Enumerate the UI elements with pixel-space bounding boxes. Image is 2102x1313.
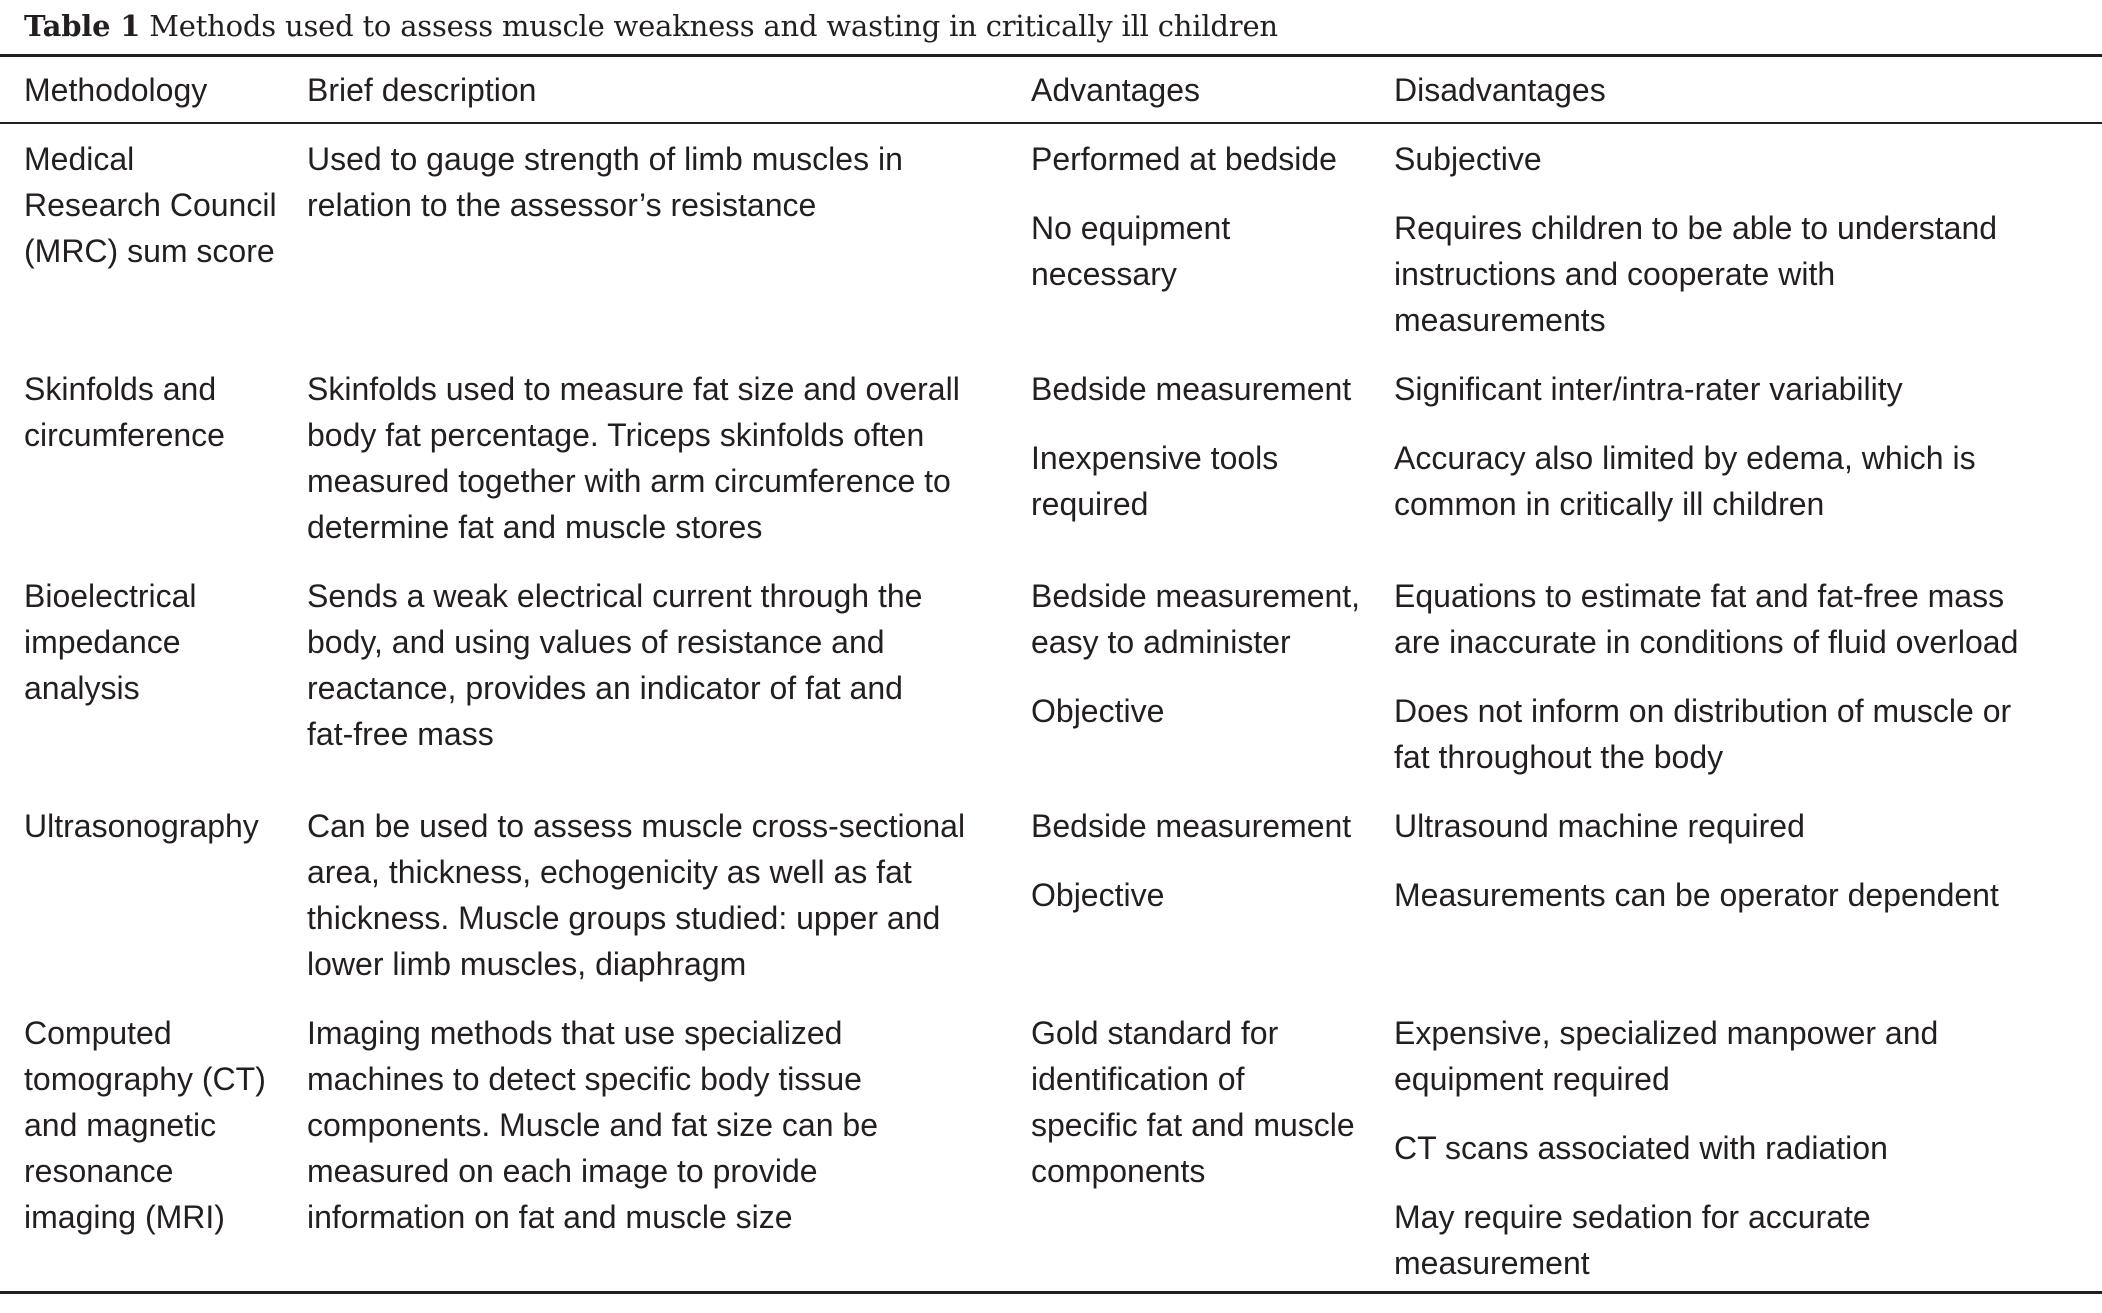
description-line: components. Muscle and fat size can be — [307, 1107, 878, 1143]
disadvantage-item — [1394, 1194, 2094, 1286]
advantage-line: No equipment — [1031, 210, 1231, 246]
disadvantage-line: fat throughout the body — [1394, 739, 1724, 775]
table-row — [0, 573, 2102, 780]
description-cell — [307, 136, 1031, 343]
methodology-cell — [0, 366, 307, 550]
disadvantage-line: Measurements can be operator dependent — [1394, 877, 1999, 913]
disadvantages-cell — [1394, 803, 2094, 987]
methodology-line: and magnetic — [24, 1107, 217, 1143]
description-line: fat-free mass — [307, 716, 494, 752]
methodology-cell — [0, 136, 307, 343]
table-caption-label: Table 1 — [24, 9, 141, 43]
table-top-rule — [0, 54, 2102, 57]
methodology-line: impedance — [24, 624, 181, 660]
disadvantage-line: measurement — [1394, 1245, 1590, 1281]
disadvantage-line: Expensive, specialized manpower and — [1394, 1015, 1939, 1051]
disadvantage-item — [1394, 1125, 2094, 1171]
table-header-row — [0, 68, 2102, 112]
methodology-line: imaging (MRI) — [24, 1199, 225, 1235]
advantage-item — [1031, 1010, 1394, 1194]
disadvantage-item — [1394, 205, 2094, 343]
methodology-line: analysis — [24, 670, 140, 706]
advantage-item — [1031, 803, 1394, 849]
description-line: Imaging methods that use specialized — [307, 1015, 843, 1051]
table-caption — [24, 6, 1278, 46]
advantage-item — [1031, 872, 1394, 918]
methodology-line: resonance — [24, 1153, 174, 1189]
disadvantage-item — [1394, 136, 2094, 182]
table-row — [0, 136, 2102, 343]
description-line: Sends a weak electrical current through the — [307, 578, 923, 614]
advantage-line: Bedside measurement, — [1031, 578, 1361, 614]
disadvantage-line: Subjective — [1394, 141, 1542, 177]
methodology-cell — [0, 1010, 307, 1286]
description-line: Can be used to assess muscle cross-sectional — [307, 808, 966, 844]
description-line: reactance, provides an indicator of fat and — [307, 670, 903, 706]
disadvantages-cell — [1394, 366, 2094, 550]
methodology-line: circumference — [24, 417, 225, 453]
methodology-line: Skinfolds and — [24, 371, 217, 407]
disadvantage-line: Equations to estimate fat and fat-free mass — [1394, 578, 2005, 614]
disadvantage-line: measurements — [1394, 302, 1606, 338]
advantage-line: necessary — [1031, 256, 1177, 292]
disadvantage-item — [1394, 872, 2094, 918]
disadvantage-line: instructions and cooperate with — [1394, 256, 1836, 292]
methodology-cell — [0, 573, 307, 780]
disadvantage-line: Does not inform on distribution of muscle or — [1394, 693, 2012, 729]
table-row — [0, 366, 2102, 550]
advantages-cell — [1031, 573, 1394, 780]
advantage-item — [1031, 688, 1394, 734]
disadvantage-line: common in critically ill children — [1394, 486, 1825, 522]
disadvantage-line: are inaccurate in conditions of fluid overload — [1394, 624, 2019, 660]
advantages-cell — [1031, 136, 1394, 343]
disadvantage-item — [1394, 573, 2094, 665]
advantage-item — [1031, 205, 1394, 297]
disadvantage-line: May require sedation for accurate — [1394, 1199, 1871, 1235]
advantage-line: Objective — [1031, 693, 1165, 729]
column-header-description: Brief description — [307, 72, 537, 108]
table-bottom-rule — [0, 1291, 2102, 1294]
methodology-line: Research Council — [24, 187, 277, 223]
table-row — [0, 1010, 2102, 1286]
description-line: relation to the assessor’s resistance — [307, 187, 817, 223]
description-line: thickness. Muscle groups studied: upper and — [307, 900, 941, 936]
advantage-line: Bedside measurement — [1031, 808, 1352, 844]
disadvantage-line: equipment required — [1394, 1061, 1670, 1097]
description-line: measured together with arm circumference to — [307, 463, 951, 499]
advantage-line: components — [1031, 1153, 1206, 1189]
table-caption-text: Methods used to assess muscle weakness and wasting in critically ill children — [149, 9, 1278, 43]
advantage-item — [1031, 573, 1394, 665]
table-row — [0, 803, 2102, 987]
advantage-line: Bedside measurement — [1031, 371, 1352, 407]
description-line: determine fat and muscle stores — [307, 509, 763, 545]
column-header-advantages: Advantages — [1031, 72, 1201, 108]
advantage-item — [1031, 435, 1394, 527]
description-cell — [307, 366, 1031, 550]
disadvantages-cell — [1394, 136, 2094, 343]
description-line: body fat percentage. Triceps skinfolds often — [307, 417, 925, 453]
disadvantage-item — [1394, 688, 2094, 780]
disadvantages-cell — [1394, 1010, 2094, 1286]
advantages-cell — [1031, 803, 1394, 987]
disadvantage-line: Ultrasound machine required — [1394, 808, 1805, 844]
description-line: lower limb muscles, diaphragm — [307, 946, 747, 982]
disadvantage-item — [1394, 1010, 2094, 1102]
column-header-disadvantages: Disadvantages — [1394, 72, 1606, 108]
methodology-cell — [0, 803, 307, 987]
methodology-line: tomography (CT) — [24, 1061, 266, 1097]
description-line: body, and using values of resistance and — [307, 624, 885, 660]
methodology-line: Medical — [24, 141, 135, 177]
disadvantage-item — [1394, 435, 2094, 527]
description-line: Skinfolds used to measure fat size and overall — [307, 371, 960, 407]
column-header-methodology: Methodology — [24, 72, 208, 108]
advantage-line: Inexpensive tools — [1031, 440, 1279, 476]
advantages-cell — [1031, 366, 1394, 550]
description-cell — [307, 573, 1031, 780]
description-cell — [307, 1010, 1031, 1286]
disadvantage-line: Requires children to be able to understand — [1394, 210, 1998, 246]
advantage-line: easy to administer — [1031, 624, 1291, 660]
advantage-line: required — [1031, 486, 1149, 522]
methodology-line: Ultrasonography — [24, 808, 259, 844]
description-line: Used to gauge strength of limb muscles in — [307, 141, 903, 177]
methodology-line: Computed — [24, 1015, 172, 1051]
disadvantage-line: Accuracy also limited by edema, which is — [1394, 440, 1976, 476]
disadvantage-item — [1394, 366, 2094, 412]
advantage-line: Objective — [1031, 877, 1165, 913]
advantage-item — [1031, 366, 1394, 412]
disadvantage-line: CT scans associated with radiation — [1394, 1130, 1888, 1166]
advantage-line: specific fat and muscle — [1031, 1107, 1355, 1143]
disadvantage-item — [1394, 803, 2094, 849]
description-line: machines to detect specific body tissue — [307, 1061, 862, 1097]
description-line: measured on each image to provide — [307, 1153, 818, 1189]
description-cell — [307, 803, 1031, 987]
table-header-rule — [0, 122, 2102, 124]
advantage-item — [1031, 136, 1394, 182]
table-body — [0, 136, 2102, 1286]
description-line: area, thickness, echogenicity as well as fat — [307, 854, 912, 890]
methodology-line: (MRC) sum score — [24, 233, 275, 269]
disadvantages-cell — [1394, 573, 2094, 780]
disadvantage-line: Significant inter/intra-rater variability — [1394, 371, 1903, 407]
advantage-line: identification of — [1031, 1061, 1245, 1097]
advantage-line: Gold standard for — [1031, 1015, 1279, 1051]
description-line: information on fat and muscle size — [307, 1199, 793, 1235]
methodology-line: Bioelectrical — [24, 578, 197, 614]
advantages-cell — [1031, 1010, 1394, 1286]
advantage-line: Performed at bedside — [1031, 141, 1337, 177]
